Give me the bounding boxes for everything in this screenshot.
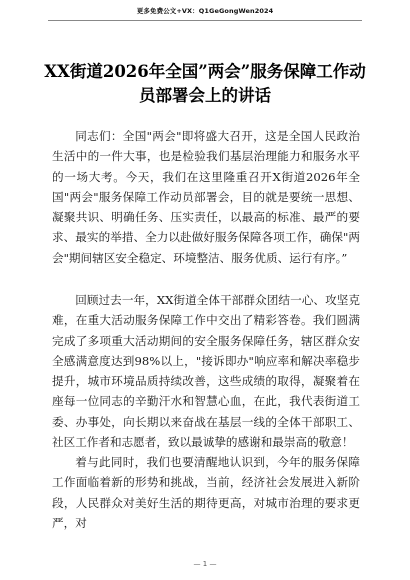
header-banner: 更多免费公文+VX：Q1GeGongWen2024 — [136, 7, 274, 15]
paragraph-3-block — [52, 452, 360, 533]
paragraph: 着与此同时，我们也要清醒地认识到，今年的服务保障工作面临着新的形势和挑战，当前，经济社会发展进入新阶段，人民群众对美好生活的期待更高，对城市治理的要求更严，对 — [52, 455, 360, 530]
paragraph-1-block — [52, 126, 360, 268]
paragraph-2-block — [52, 290, 360, 452]
paragraph: 回顾过去一年，XX街道全体干部群众团结一心、攻坚克难，在重大活动服务保障工作中交出了精彩答卷。我们圆满完成了多项重大活动期间的安全服务保障任务，辖区群众安全感满意度达到98%以上，"接诉即办"响应率和解决率稳步提升，城市环境品质持续改善，这些成绩的取得，凝聚着在座每一位同志的辛勤汗水和智慧心血，在此，我代表街道工委、办事处，向长期以来奋战在基层一线的全体干部职工、社区工作者和志愿者，致以最诚挚的感谢和最崇高的敬意！ — [52, 293, 360, 450]
page-number: — 1 — — [193, 560, 217, 568]
document-title: XX街道2026年全国”两会”服务保障工作动员部署会上的讲话 — [44, 62, 366, 105]
header-divider — [48, 20, 362, 21]
paragraph: 同志们：全国"两会"即将盛大召开，这是全国人民政治生活中的一件大事，也是检验我们基层治理能力和服务水平的一场大考。今天，我们在这里隆重召开X街道2026年全国"两会"服务保障工作动员部署会，目的就是要统一思想、凝聚共识、明确任务、压实责任，以最高的标准、最严的要求、最实的举措、全力以赴做好服务保障各项工作，确保"两会"期间辖区安全稳定、环境整洁、服务优质、运行有序。” — [52, 129, 360, 265]
